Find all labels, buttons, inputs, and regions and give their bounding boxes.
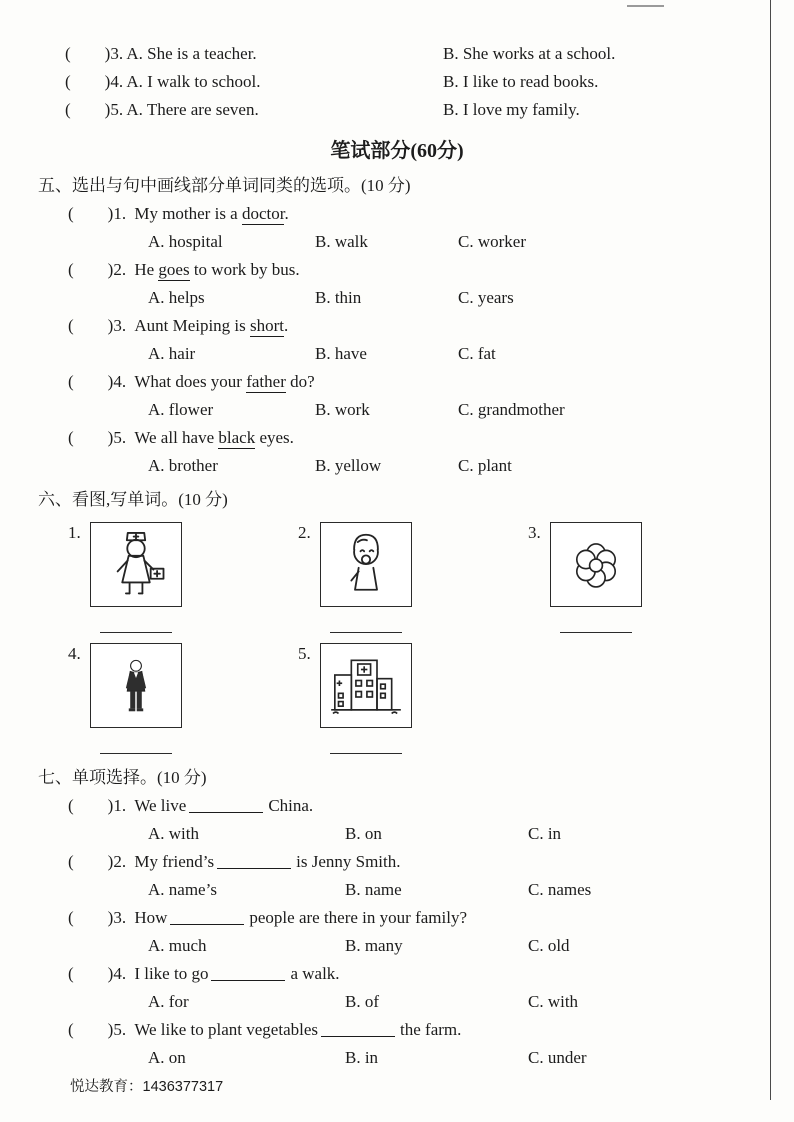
answer-paren[interactable]: ( )4. xyxy=(68,372,131,391)
fill-blank[interactable] xyxy=(211,977,285,981)
nurse-icon xyxy=(103,529,169,601)
underlined-word: goes xyxy=(158,260,190,279)
picture-item xyxy=(68,522,182,633)
underlined-word: father xyxy=(246,372,286,391)
question xyxy=(0,792,794,848)
question xyxy=(0,848,794,904)
option-a: A. hair xyxy=(148,344,196,363)
option-a: A. flower xyxy=(148,400,214,419)
listening-item xyxy=(65,68,794,96)
picture-box xyxy=(320,522,412,607)
page-edge-line xyxy=(770,0,772,1100)
question xyxy=(0,312,794,368)
picture-row xyxy=(68,522,794,633)
question xyxy=(0,256,794,312)
question-text: Aunt Meiping is short. xyxy=(134,316,289,335)
option-c: C. years xyxy=(458,288,514,307)
section-6 xyxy=(0,486,794,754)
option-b: B. many xyxy=(345,936,403,955)
option-c: C. with xyxy=(528,992,579,1011)
picture-box xyxy=(90,522,182,607)
option-b: B. yellow xyxy=(315,456,382,475)
picture-number: 2. xyxy=(298,523,311,542)
picture-item xyxy=(528,522,642,633)
corner-mark xyxy=(627,5,664,7)
option-a: A. hospital xyxy=(148,232,223,251)
question-text: How people are there in your family? xyxy=(134,908,467,927)
option-c: C. grandmother xyxy=(458,400,565,419)
question-text: I like to go a walk. xyxy=(134,964,340,983)
question-text: We like to plant vegetables the farm. xyxy=(134,1020,462,1039)
answer-paren[interactable]: ( )4. xyxy=(65,72,127,91)
option-c: C. names xyxy=(528,880,592,899)
option-a: A. with xyxy=(148,824,199,843)
man-icon xyxy=(110,650,162,722)
answer-blank[interactable] xyxy=(100,619,172,633)
option-b: B. I love my family. xyxy=(443,100,580,119)
option-b: B. walk xyxy=(315,232,368,251)
option-a: A. much xyxy=(148,936,207,955)
underlined-word: doctor xyxy=(241,204,285,223)
option-b: B. of xyxy=(345,992,379,1011)
fill-blank[interactable] xyxy=(189,809,263,813)
picture-item xyxy=(298,522,412,633)
answer-paren[interactable]: ( )2. xyxy=(68,260,131,279)
footer-text: 悦达教育：1436377317 xyxy=(70,1079,224,1095)
answer-paren[interactable]: ( )2. xyxy=(68,852,131,871)
question-text: My friend’s is Jenny Smith. xyxy=(134,852,401,871)
question xyxy=(0,368,794,424)
answer-blank[interactable] xyxy=(330,619,402,633)
question-text: What does your father do? xyxy=(134,372,315,391)
option-b: B. I like to read books. xyxy=(443,72,599,91)
option-a: A. helps xyxy=(148,288,205,307)
option-a: A. name’s xyxy=(148,880,217,899)
answer-blank[interactable] xyxy=(330,740,402,754)
question-text: My mother is a doctor. xyxy=(134,204,289,223)
option-b: B. in xyxy=(345,1048,379,1067)
underlined-word: black xyxy=(218,428,256,447)
picture-number: 3. xyxy=(528,523,541,542)
picture-item xyxy=(68,643,182,754)
girl-icon xyxy=(333,529,399,601)
option-c: C. fat xyxy=(458,344,496,363)
picture-item xyxy=(298,643,412,754)
option-b: B. thin xyxy=(315,288,362,307)
answer-paren[interactable]: ( )1. xyxy=(68,796,131,815)
section-5 xyxy=(0,172,794,480)
answer-blank[interactable] xyxy=(100,740,172,754)
answer-paren[interactable]: ( )3. xyxy=(68,316,131,335)
option-a: A. I walk to school. xyxy=(126,72,261,91)
option-c: C. under xyxy=(528,1048,587,1067)
picture-number: 1. xyxy=(68,523,81,542)
option-b: B. She works at a school. xyxy=(443,44,616,63)
option-c: C. plant xyxy=(458,456,512,475)
picture-number: 5. xyxy=(298,644,311,663)
picture-box xyxy=(550,522,642,607)
picture-row xyxy=(68,643,794,754)
question xyxy=(0,904,794,960)
listening-section xyxy=(0,40,794,124)
question xyxy=(0,200,794,256)
question xyxy=(0,1016,794,1072)
answer-paren[interactable]: ( )5. xyxy=(68,1020,131,1039)
fill-blank[interactable] xyxy=(217,865,291,869)
answer-paren[interactable]: ( )5. xyxy=(65,100,127,119)
section-7-title: 七、单项选择。(10 分) xyxy=(38,768,207,787)
underlined-word: short xyxy=(250,316,285,335)
option-a: A. on xyxy=(148,1048,186,1067)
section-7 xyxy=(0,764,794,1072)
option-a: A. She is a teacher. xyxy=(126,44,257,63)
picture-box xyxy=(90,643,182,728)
question-text: We all have black eyes. xyxy=(134,428,294,447)
written-section-header: 笔试部分(60分) xyxy=(330,140,464,162)
answer-paren[interactable]: ( )5. xyxy=(68,428,131,447)
listening-item xyxy=(65,96,794,124)
option-a: A. brother xyxy=(148,456,218,475)
option-a: A. There are seven. xyxy=(126,100,259,119)
fill-blank[interactable] xyxy=(321,1033,395,1037)
listening-item xyxy=(65,40,794,68)
option-b: B. work xyxy=(315,400,370,419)
option-b: B. have xyxy=(315,344,367,363)
section-5-title: 五、选出与句中画线部分单词同类的选项。(10 分) xyxy=(38,176,411,195)
answer-paren[interactable]: ( )3. xyxy=(65,44,127,63)
option-b: B. on xyxy=(345,824,382,843)
question-text: He goes to work by bus. xyxy=(134,260,300,279)
option-c: C. old xyxy=(528,936,570,955)
answer-paren[interactable]: ( )1. xyxy=(68,204,131,223)
answer-blank[interactable] xyxy=(560,619,632,633)
answer-paren[interactable]: ( )4. xyxy=(68,964,131,983)
answer-paren[interactable]: ( )3. xyxy=(68,908,131,927)
option-b: B. name xyxy=(345,880,402,899)
picture-number: 4. xyxy=(68,644,81,663)
question xyxy=(0,424,794,480)
option-c: C. worker xyxy=(458,232,526,251)
hospital-icon xyxy=(327,653,405,719)
fill-blank[interactable] xyxy=(170,921,244,925)
flower-icon xyxy=(564,533,628,597)
question xyxy=(0,960,794,1016)
option-c: C. in xyxy=(528,824,562,843)
question-text: We live China. xyxy=(134,796,314,815)
picture-box xyxy=(320,643,412,728)
option-a: A. for xyxy=(148,992,189,1011)
section-6-title: 六、看图,写单词。(10 分) xyxy=(38,490,228,509)
